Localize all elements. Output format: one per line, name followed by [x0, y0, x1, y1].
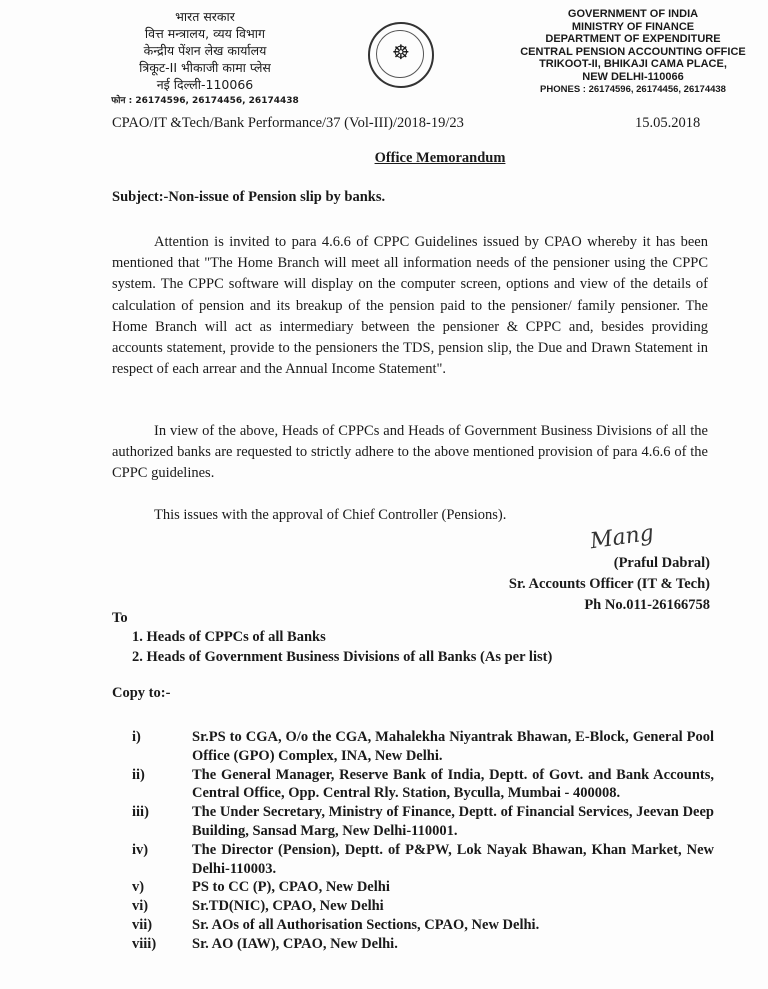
signatory-designation: Sr. Accounts Officer (IT & Tech): [508, 576, 710, 592]
letterhead-line: DEPARTMENT OF EXPENDITURE: [545, 33, 721, 46]
letterhead-line: भारत सरकार: [175, 9, 235, 24]
list-item: [132, 878, 714, 897]
document-title: Office Memorandum: [374, 150, 506, 166]
letterhead-line: नई दिल्ली-110066: [156, 77, 254, 92]
signature: Mang: [588, 520, 656, 555]
list-number: ii): [132, 766, 145, 783]
copy-list: [132, 728, 714, 954]
list-text: PS to CC (P), CPAO, New Delhi: [192, 879, 390, 896]
english-letterhead: [488, 8, 768, 96]
list-text: The Director (Pension), Deptt. of P&PW, Lok Nayak Bhawan, Khan Market, New Delhi-110003.: [192, 841, 714, 877]
list-text: Sr. AO (IAW), CPAO, New Delhi.: [192, 935, 398, 952]
list-text: Sr.PS to CGA, O/o the CGA, Mahalekha Niyantrak Bhawan, E-Block, General Pool Office (GPO) Complex, INA, New Delhi.: [192, 729, 714, 764]
signatory-name: (Praful Dabral): [613, 555, 710, 571]
signatory-phone: Ph No.011-26166758: [584, 597, 710, 613]
list-item: [132, 935, 714, 954]
list-text: The General Manager, Reserve Bank of India, Deptt. of Govt. and Bank Accounts, Central Office, Opp. Central Rly. Station, Byculla, Mumbai - 400008.: [192, 766, 714, 802]
letterhead-line: त्रिकूट-II भीकाजी कामा प्लेस: [139, 60, 271, 75]
copy-to-label: Copy to:-: [112, 685, 171, 701]
list-item: [132, 897, 714, 916]
list-number: vi): [132, 898, 149, 915]
to-label: To: [112, 610, 128, 626]
letterhead-line: केन्द्रीय पेंशन लेख कार्यालय: [143, 43, 267, 58]
subject: Subject:-Non-issue of Pension slip by banks.: [112, 189, 386, 205]
list-item: [132, 728, 714, 766]
letterhead-phone: PHONES : 26174596, 26174456, 26174438: [540, 83, 726, 95]
list-text: The Under Secretary, Ministry of Finance, Deptt. of Financial Services, Jeevan Deep Building, Sansad Marg, New Delhi-110001.: [192, 804, 714, 839]
reference-number: CPAO/IT &Tech/Bank Performance/37 (Vol-III)/2018-19/23: [112, 115, 464, 131]
emblem-seal-icon: ☸: [368, 22, 434, 88]
list-number: i): [132, 729, 141, 745]
list-item: 1. Heads of CPPCs of all Banks: [132, 629, 326, 645]
letterhead-line: TRIKOOT-II, BHIKAJI CAMA PLACE,: [539, 58, 727, 71]
approval-line: This issues with the approval of Chief Controller (Pensions).: [154, 507, 507, 523]
letterhead-line: NEW DELHI-110066: [582, 70, 684, 83]
list-number: iv): [132, 841, 149, 858]
paragraph: Attention is invited to para 4.6.6 of CPPC Guidelines issued by CPAO whereby it has been mentioned that "The Home Branch will meet all information needs of the pensioner using the CPPC system. The CPPC software will display on the computer screen, options and view of the details of calculation of pension and its breakup of the pension paid to the pensioner/ family pensioner. The Home Branch will act as intermediary between the pensioner & CPPC and, besides providing accounts statement, provide to the pensioners the TDS, pension slip, the Due and Drawn Statement in respect of each arrear and the Annual Income Statement".: [112, 234, 708, 378]
date: 15.05.2018: [635, 115, 701, 131]
list-item: [132, 803, 714, 841]
list-item: [132, 766, 714, 804]
list-number: v): [132, 879, 145, 896]
to-list: [132, 628, 552, 667]
list-item: [132, 841, 714, 879]
letterhead-phone: फोन : 26174596, 26174456, 26174438: [111, 96, 299, 106]
letterhead-line: CENTRAL PENSION ACCOUNTING OFFICE: [520, 45, 746, 58]
letterhead-line: वित्त मन्त्रालय, व्यय विभाग: [144, 26, 266, 41]
list-number: iii): [132, 804, 149, 821]
list-number: vii): [132, 916, 153, 933]
list-text: Sr. AOs of all Authorisation Sections, CPAO, New Delhi.: [192, 916, 540, 933]
letterhead-line: GOVERNMENT OF INDIA: [567, 8, 699, 20]
list-item: [132, 916, 714, 935]
hindi-letterhead: [100, 8, 310, 110]
signatory-block: [509, 553, 710, 616]
list-text: Sr.TD(NIC), CPAO, New Delhi: [192, 898, 384, 915]
list-item: 2. Heads of Government Business Divisions of all Banks (As per list): [132, 648, 553, 665]
paragraph: In view of the above, Heads of CPPCs and Heads of Government Business Divisions of all the authorized banks are requested to strictly adhere to the above mentioned provision of para 4.6.6 of the CPPC guidelines.: [112, 423, 708, 482]
list-number: viii): [132, 935, 157, 952]
letterhead-line: MINISTRY OF FINANCE: [571, 20, 695, 33]
